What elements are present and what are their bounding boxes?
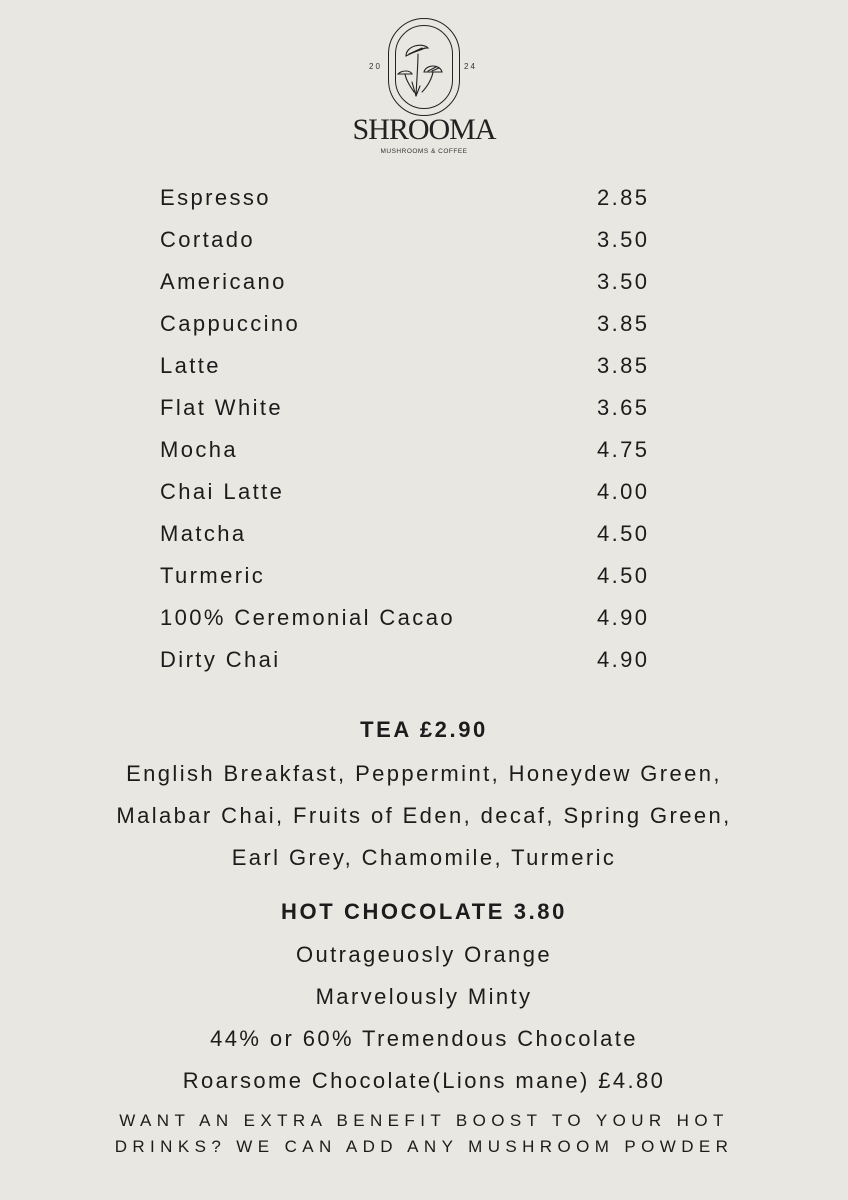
- menu-item: [160, 267, 660, 297]
- menu-item-name: Cortado: [160, 227, 256, 252]
- hot-chocolate-item: Outrageuosly Orange: [296, 942, 552, 967]
- menu-item-price: 3.85: [597, 311, 650, 336]
- menu-item-name: Chai Latte: [160, 479, 285, 504]
- hot-chocolate-item: Marvelously Minty: [315, 984, 533, 1009]
- footer-note-line: WANT AN EXTRA BENEFIT BOOST TO YOUR HOT: [119, 1111, 729, 1130]
- menu-item-name: 100% Ceremonial Cacao: [160, 605, 455, 630]
- menu-item-name: Matcha: [160, 521, 247, 546]
- menu-item-name: Latte: [160, 353, 221, 378]
- menu-item-price: 3.65: [597, 395, 650, 420]
- menu-item-name: Dirty Chai: [160, 647, 281, 672]
- menu-item: [160, 477, 660, 507]
- menu-item-name: Cappuccino: [160, 311, 301, 336]
- menu-item-price: 3.50: [597, 227, 650, 252]
- menu-item: [160, 435, 660, 465]
- menu-item: [160, 351, 660, 381]
- menu-item-price: 4.75: [597, 437, 650, 462]
- menu-item: [160, 645, 660, 675]
- menu-item-name: Espresso: [160, 185, 271, 210]
- menu-item: [160, 183, 660, 213]
- menu-item: [160, 519, 660, 549]
- menu-item-name: Americano: [160, 269, 287, 294]
- tea-list-line: English Breakfast, Peppermint, Honeydew Green,: [126, 761, 722, 786]
- menu-item-name: Turmeric: [160, 563, 266, 588]
- brand-name: SHROOMA: [352, 113, 496, 146]
- hot-chocolate-item: 44% or 60% Tremendous Chocolate: [210, 1026, 638, 1051]
- menu-item-name: Mocha: [160, 437, 239, 462]
- brand-logo: [0, 14, 848, 164]
- menu-item: [160, 561, 660, 591]
- hot-chocolate-item: Roarsome Chocolate(Lions mane) £4.80: [182, 1068, 666, 1093]
- tea-heading: TEA £2.90: [360, 717, 488, 742]
- year-right: 24: [464, 62, 477, 71]
- hot-chocolate-heading: HOT CHOCOLATE 3.80: [281, 899, 567, 924]
- menu-item-price: 2.85: [597, 185, 650, 210]
- menu-item-price: 4.50: [597, 521, 650, 546]
- menu-item-price: 4.90: [597, 647, 650, 672]
- menu-item: [160, 225, 660, 255]
- menu-item: [160, 393, 660, 423]
- menu-item-price: 4.90: [597, 605, 650, 630]
- menu-item-price: 4.00: [597, 479, 650, 504]
- menu-item-name: Flat White: [160, 395, 284, 420]
- mushroom-icon: [392, 34, 454, 114]
- menu-item-price: 4.50: [597, 563, 650, 588]
- footer-note-line: DRINKS? WE CAN ADD ANY MUSHROOM POWDER: [114, 1137, 734, 1156]
- year-left: 20: [369, 62, 382, 71]
- tea-list-line: Earl Grey, Chamomile, Turmeric: [231, 845, 617, 870]
- menu-item-price: 3.85: [597, 353, 650, 378]
- menu-item: [160, 309, 660, 339]
- tea-list-line: Malabar Chai, Fruits of Eden, decaf, Spring Green,: [116, 803, 732, 828]
- menu-item: [160, 603, 660, 633]
- brand-tagline: MUSHROOMS & COFFEE: [380, 148, 468, 155]
- menu-item-price: 3.50: [597, 269, 650, 294]
